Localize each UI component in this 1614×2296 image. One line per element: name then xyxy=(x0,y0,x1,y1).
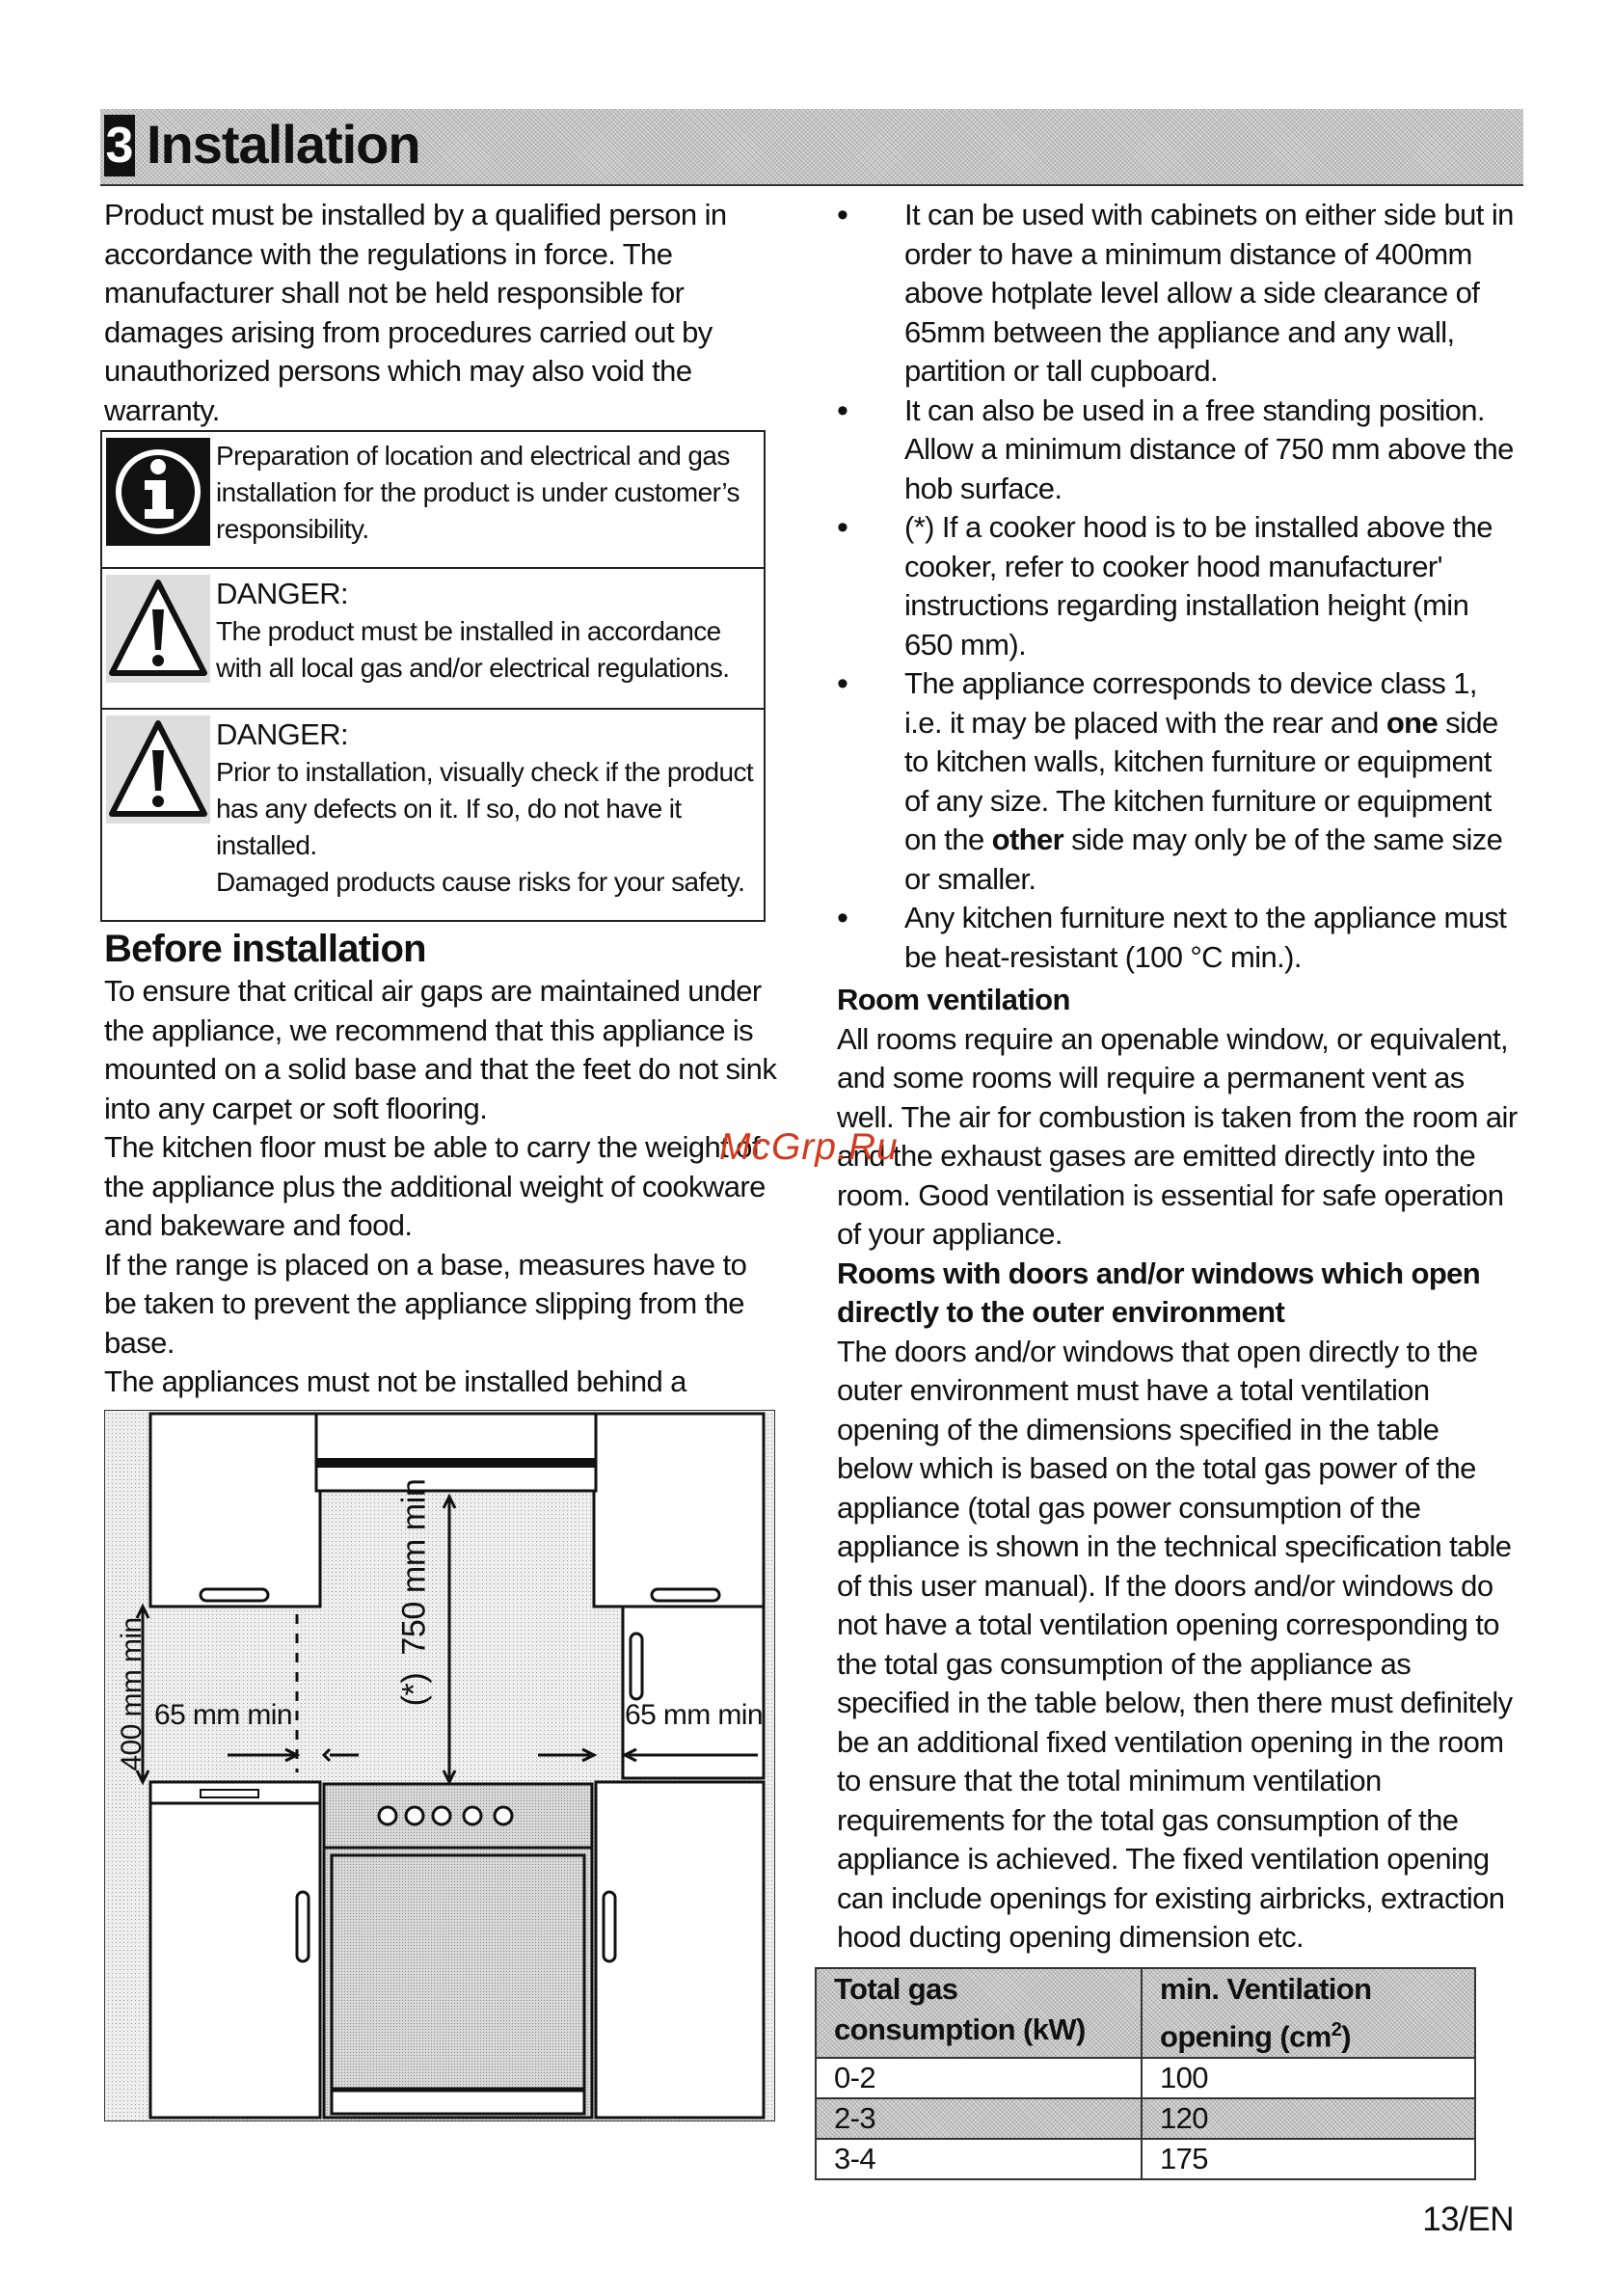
intro-paragraph: Product must be installed by a qualified person in accordance with the regulations in force. The manufacturer shall not be held responsible for damages arising from procedures carried out by unauthorized persons which may also void the warranty. xyxy=(104,198,727,427)
kitchen-diagram-drawing xyxy=(104,1410,775,2121)
notice-danger-2-text xyxy=(216,710,764,908)
header-gas-consumption: Total gas consumption (kW) xyxy=(816,1968,1142,2058)
table-cell: 100 xyxy=(1142,2058,1475,2098)
base-cabinet-left xyxy=(150,1782,320,2118)
notice-danger-1-heading: DANGER: xyxy=(216,577,349,610)
rooms-doors-heading: Rooms with doors and/or windows which open directly to the outer environment xyxy=(837,1256,1481,1329)
room-ventilation-text: All rooms require an openable window, or equivalent, and some rooms will require a permanent vent as well. The air for combustion is taken from the room air and the exhaust gases are emitted directly into the room. Good ventilation is essential for safe operation of your appliance. xyxy=(837,1021,1518,1251)
section-number: 3 xyxy=(104,115,135,176)
bullet-item: • (*) If a cooker hood is to be installed above the cooker, refer to cooker hood manufacturer' instructions regarding installation height (min 650 mm). xyxy=(837,508,1518,664)
label-65mm-right: 65 mm min xyxy=(625,1699,763,1731)
notice-panel xyxy=(100,430,766,922)
notice-info xyxy=(102,432,764,569)
notice-danger-2 xyxy=(102,710,764,920)
before-paragraph-3: If the range is placed on a base, measures have to be taken to prevent the appliance slipping from the base. xyxy=(104,1247,747,1360)
label-65mm-left: 65 mm min xyxy=(154,1699,292,1731)
before-paragraph-1: To ensure that critical air gaps are maintained under the appliance, we recommend that this appliance is mounted on a solid base and that the feet do not sink into any carpet or soft flooring. xyxy=(104,974,777,1125)
installation-bullet-list xyxy=(837,196,1518,977)
info-icon xyxy=(106,438,210,546)
warning-icon xyxy=(106,575,210,683)
bullet-item: • Any kitchen furniture next to the appliance must be heat-resistant (100 °C min.). xyxy=(837,899,1518,977)
table-row xyxy=(816,2098,1475,2139)
before-installation-heading: Before installation xyxy=(104,928,426,970)
table-cell: 3-4 xyxy=(816,2139,1142,2179)
before-paragraph-2: The kitchen floor must be able to carry the weight of the appliance plus the additional weight of cookware and bakeware and food. xyxy=(104,1130,766,1242)
table-cell: 120 xyxy=(1142,2098,1475,2139)
bullet-item: • It can be used with cabinets on either side but in order to have a minimum distance of 400mm above hotplate level allow a side clearance of 65mm between the appliance and any wall, partition or tall cupboard. xyxy=(837,196,1518,392)
before-installation-section xyxy=(104,926,779,1441)
clearance-diagram xyxy=(104,1410,775,2121)
section-banner xyxy=(100,109,1523,186)
cooker-hood xyxy=(316,1414,596,1491)
before-paragraph-4: The appliances must not be installed behind a xyxy=(104,1364,686,1398)
rooms-doors-text: The doors and/or windows that open directly to the outer environment must have a total ventilation opening of the dimensions specified in the table below which is based on the total gas power of the appliance (total gas power consumption of the appliance is shown in the technical specification table of this user manual). If the doors and/or windows do not have a total ventilation opening corresponding to the total gas consumption of the appliance as specified in the table below, then there must definitely be an additional fixed ventilation opening in the room to ensure that the total minimum ventilation requirements for the total gas consumption of the appliance is achieved. The fixed ventilation opening can include openings for existing airbricks, extraction hood ducting opening dimension etc. xyxy=(837,1334,1513,1954)
notice-danger-1-body: The product must be installed in accordance with all local gas and/or electrical regulations. xyxy=(216,616,730,683)
base-cabinet-right xyxy=(596,1782,764,2118)
tall-cupboard xyxy=(623,1607,764,1778)
wall-cabinet-left xyxy=(150,1414,320,1607)
notice-danger-2-body: Prior to installation, visually check if the product has any defects on it. If so, do not have it installed. xyxy=(216,757,754,860)
watermark: McGrp.Ru xyxy=(719,1126,899,1168)
notice-info-text: Preparation of location and electrical and gas installation for the product is under customer’s responsibility. xyxy=(216,441,740,544)
label-400mm: 400 mm min xyxy=(116,1617,148,1771)
room-ventilation-heading: Room ventilation xyxy=(837,983,1070,1016)
notice-danger-2-body-2: Damaged products cause risks for your safety. xyxy=(216,867,745,897)
table-row xyxy=(816,2058,1475,2098)
table-cell: 2-3 xyxy=(816,2098,1142,2139)
right-column xyxy=(837,196,1518,1958)
section-title: Installation xyxy=(147,114,420,175)
warning-icon xyxy=(106,716,210,824)
table-cell: 0-2 xyxy=(816,2058,1142,2098)
label-750mm: (*) 750 mm min xyxy=(395,1478,433,1707)
ventilation-table xyxy=(815,1967,1476,2180)
wall-cabinet-right xyxy=(594,1414,764,1607)
table-cell: 175 xyxy=(1142,2139,1475,2179)
notice-danger-1 xyxy=(102,569,764,710)
table-row xyxy=(816,2139,1475,2179)
header-min-ventilation: min. Ventilation opening $(cm^2)$ xyxy=(1142,1968,1475,2058)
notice-danger-2-heading: DANGER: xyxy=(216,717,349,751)
notice-danger-1-text xyxy=(216,569,764,694)
bullet-item: • It can also be used in a free standing position. Allow a minimum distance of 750 mm above the hob surface. xyxy=(837,392,1518,509)
page-number: 13/EN xyxy=(1422,2201,1514,2238)
bullet-item: • The appliance corresponds to device class 1, i.e. it may be placed with the rear and one side to kitchen walls, kitchen furniture or equipment of any size. The kitchen furniture or equipment on the other side may only be of the same size or smaller. xyxy=(837,664,1518,899)
ventilation-table-header xyxy=(816,1968,1475,2058)
